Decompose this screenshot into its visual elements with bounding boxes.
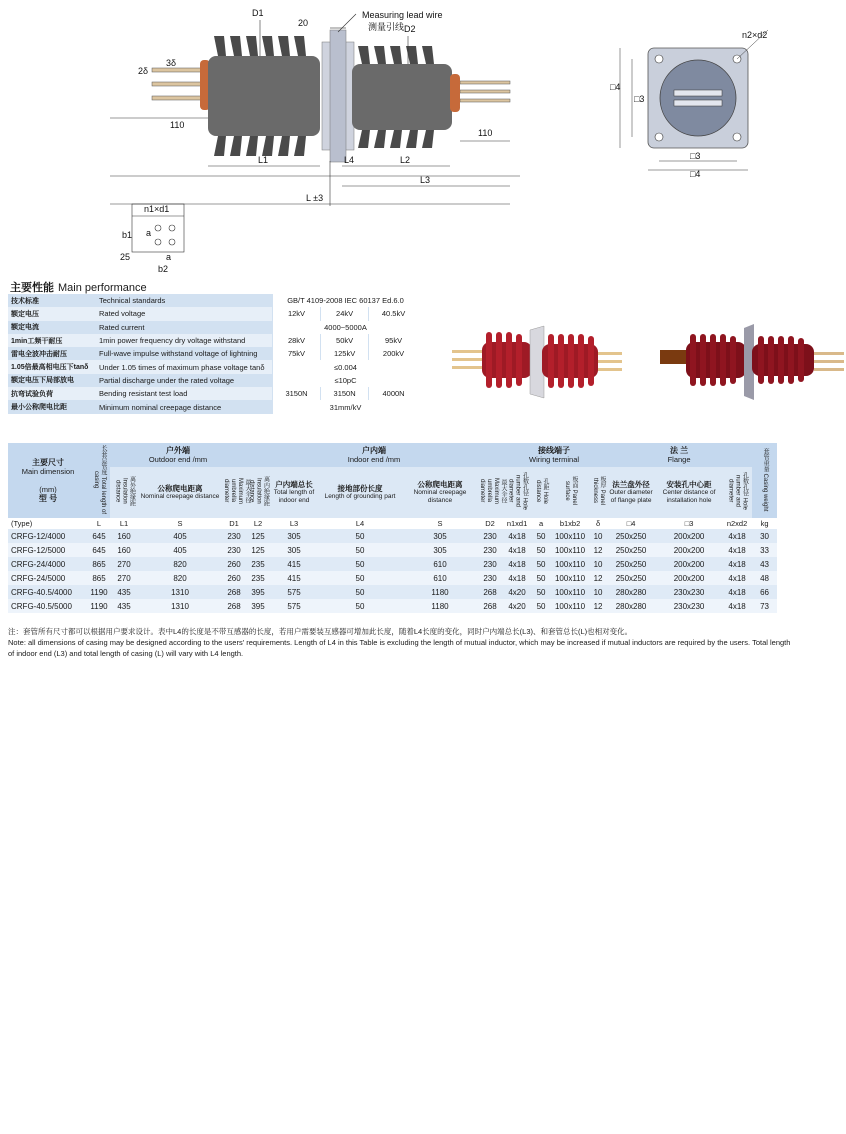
value-cell: 405 [138,529,222,543]
bushing-dimension-drawing [100,6,530,276]
bushing-photo-front [452,322,622,402]
performance-value: ≤10pC [273,374,419,387]
dim-l3: L3 [420,175,431,185]
value-cell: 4x18 [722,585,752,599]
value-cell: 305 [402,529,478,543]
value-cell: 268 [478,585,502,599]
performance-label-en: Minimum nominal creepage distance [96,400,273,413]
value-cell: 4x18 [722,557,752,571]
dim-a-2: a [166,252,172,262]
performance-label-en: Rated voltage [96,307,273,320]
performance-value: 75kV [273,347,321,360]
performance-value: 50kV [321,334,369,347]
value-cell: 4x18 [502,571,532,585]
performance-value: 200kV [369,347,418,360]
value-cell: 405 [138,543,222,557]
value-cell: 250x250 [606,557,656,571]
value-cell: 4x18 [722,571,752,585]
type-cell: CRFG-40.5/4000 [8,585,88,599]
performance-label-zh: 雷电全波冲击耐压 [8,347,96,360]
performance-value: GB/T 4109-2008 IEC 60137 Ed.6.0 [273,294,419,307]
performance-label-zh: 1min工频干耐压 [8,334,96,347]
main-performance-heading-en: Main performance [58,282,147,294]
symbol-cell: S [402,518,478,529]
value-cell: 575 [270,599,318,613]
value-cell: 645 [88,529,110,543]
value-cell: 305 [270,543,318,557]
value-cell: 250x250 [606,529,656,543]
performance-row [8,400,418,413]
value-cell: 4x20 [502,585,532,599]
table-row [8,585,777,599]
value-cell: 230 [478,529,502,543]
table-row [8,543,777,557]
flange-dim-n2-d2: n2×d2 [742,30,768,40]
dim-2-delta: 2δ [138,66,149,76]
value-cell: 270 [110,557,138,571]
performance-value: 12kV [273,307,321,320]
dim-left-110: 110 [170,120,185,130]
performance-row [8,347,418,360]
type-cell: CRFG-12/4000 [8,529,88,543]
value-cell: 100x110 [550,571,590,585]
indoor-end-header: 户内端 Indoor end /mm [246,443,502,467]
value-cell: 865 [88,571,110,585]
dim-l2: L2 [400,155,411,165]
value-cell: 575 [270,585,318,599]
dim-3-delta: 3δ [166,58,177,68]
dim-l-total: L ±3 [306,193,324,203]
flange-dim-sq3-bottom: □3 [690,151,701,161]
value-cell: 50 [532,529,550,543]
value-cell: 50 [318,557,402,571]
flange-dim-sq4-bottom: □4 [690,169,701,179]
value-cell: 4x18 [502,557,532,571]
value-cell: 50 [532,543,550,557]
type-cell: CRFG-24/4000 [8,557,88,571]
value-cell: 4x18 [502,529,532,543]
value-cell: 645 [88,543,110,557]
value-cell: 12 [590,599,606,613]
value-cell: 1310 [138,599,222,613]
performance-value: 4000N [369,387,418,400]
value-cell: 230 [478,557,502,571]
type-label: (Type) [8,518,88,529]
wiring-terminal-header: 接线端子 Wiring terminal [502,443,606,467]
value-cell: 125 [246,543,270,557]
value-cell: 270 [110,571,138,585]
performance-label-zh: 最小公称爬电比距 [8,400,96,413]
value-cell: 50 [318,599,402,613]
total-length-header: 长套总管度 Total length of casing [88,443,110,518]
value-cell: 200x200 [656,543,722,557]
main-dimension-header: 主要尺寸 Main dimension (mm) 型 号 [8,443,88,518]
value-cell: 200x200 [656,557,722,571]
outdoor-end-header: 户外端 Outdoor end /mm [110,443,246,467]
measuring-lead-wire-zh-label: 测量引线 [368,22,405,32]
performance-label-zh: 额定电压下局部放电 [8,374,96,387]
symbol-cell: D1 [222,518,246,529]
indoor-length-header: 户内端总长 Total length of indoor end [270,467,318,518]
performance-row [8,294,418,307]
performance-label-en: Full-wave impulse withstand voltage of lightning [96,347,273,360]
value-cell: 4x18 [722,599,752,613]
flange-dimension-drawing [608,18,778,178]
performance-row [8,321,418,334]
outdoor-creepage-header: 公称爬电距离 Nominal creepage distance [138,467,222,518]
flange-dim-sq4-side: □4 [610,82,621,92]
dim-20: 20 [298,18,309,28]
performance-label-zh: 额定电压 [8,307,96,320]
value-cell: 1190 [88,599,110,613]
dim-d1: D1 [252,8,264,18]
measuring-lead-wire-label: Measuring lead wire [362,10,443,20]
value-cell: 230 [478,543,502,557]
performance-value: 95kV [369,334,418,347]
value-cell: 230 [478,571,502,585]
performance-row [8,307,418,320]
value-cell: 395 [246,585,270,599]
performance-value: 24kV [321,307,369,320]
performance-label-en: Rated current [96,321,273,334]
dim-a: a [146,228,152,238]
hole-number-header: 孔数孔径 Hole number and diameter [502,467,532,518]
panel-thickness-header: 板厚 Panel thickness [590,467,606,518]
value-cell: 820 [138,571,222,585]
symbol-cell: □4 [606,518,656,529]
main-performance-heading-zh: 主要性能 [10,282,54,294]
value-cell: 12 [590,543,606,557]
value-cell: 48 [752,571,777,585]
value-cell: 250x250 [606,543,656,557]
value-cell: 435 [110,585,138,599]
value-cell: 235 [246,571,270,585]
panel-surface-header: 板面 Panel surface [550,467,590,518]
dim-right-110: 110 [478,128,493,138]
symbol-cell: S [138,518,222,529]
value-cell: 43 [752,557,777,571]
table-row [8,557,777,571]
value-cell: 280x280 [606,599,656,613]
value-cell: 12 [590,571,606,585]
value-cell: 820 [138,557,222,571]
performance-label-en: Technical standards [96,294,273,307]
value-cell: 395 [246,599,270,613]
value-cell: 268 [478,599,502,613]
value-cell: 100x110 [550,599,590,613]
flange-outer-header: 法兰盘外径 Outer diameter of flange plate [606,467,656,518]
symbol-row [8,518,777,529]
performance-value: 125kV [321,347,369,360]
symbol-cell: L [88,518,110,529]
value-cell: 1180 [402,585,478,599]
notes [8,626,798,659]
value-cell: 160 [110,543,138,557]
symbol-cell: L3 [270,518,318,529]
indoor-d2-header: 最大伞径 Maximum umbrella diameter [478,467,502,518]
performance-label-zh: 抗弯试验负荷 [8,387,96,400]
flange-hole-header: 孔数孔径 Hole number and diameter [722,467,752,518]
value-cell: 50 [318,543,402,557]
value-cell: 230x230 [656,585,722,599]
table-row [8,529,777,543]
value-cell: 10 [590,585,606,599]
value-cell: 30 [752,529,777,543]
value-cell: 100x110 [550,529,590,543]
dim-25: 25 [120,252,131,262]
value-cell: 50 [532,585,550,599]
value-cell: 230 [222,529,246,543]
value-cell: 4x18 [502,543,532,557]
indoor-insulation-header: 离内绝缘距 Insulation distance [246,467,270,518]
bushing-photo-side [656,322,846,402]
hole-distance-header: 孔距 Hole distance [532,467,550,518]
dim-d2: D2 [404,24,416,34]
performance-label-zh: 1.05倍最高相电压下tanδ [8,360,96,373]
value-cell: 4x18 [722,543,752,557]
performance-label-en: 1min power frequency dry voltage withstand [96,334,273,347]
note-zh: 注：套管所有尺寸都可以根据用户要求设计。表中L4的长度是不带互感器的长度，若用户需要装互感器可增加此长度，随着L4长度的变化，同时户内端总长(L3)、和套管总长(L)也相对变化。 [8,627,633,636]
type-cell: CRFG-24/5000 [8,571,88,585]
value-cell: 50 [532,571,550,585]
performance-value: 40.5kV [369,307,418,320]
value-cell: 865 [88,557,110,571]
symbol-cell: a [532,518,550,529]
value-cell: 610 [402,557,478,571]
symbol-cell: b1xb2 [550,518,590,529]
value-cell: 125 [246,529,270,543]
dim-l4: L4 [344,155,355,165]
flange-center-header: 安装孔中心距 Center distance of installation hole [656,467,722,518]
performance-row [8,334,418,347]
dimension-table [8,443,777,613]
symbol-cell: L2 [246,518,270,529]
dim-b1: b1 [122,230,133,240]
symbol-cell: L4 [318,518,402,529]
value-cell: 73 [752,599,777,613]
indoor-creepage-header: 公称爬电距离 Nominal creepage distance [402,467,478,518]
value-cell: 260 [222,557,246,571]
performance-value: 28kV [273,334,321,347]
value-cell: 305 [402,543,478,557]
value-cell: 268 [222,599,246,613]
symbol-cell: L1 [110,518,138,529]
value-cell: 10 [590,557,606,571]
performance-label-en: Partial discharge under the rated voltage [96,374,273,387]
performance-row [8,360,418,373]
performance-value: 3150N [273,387,321,400]
performance-value: 31mm/kV [273,400,419,413]
grounding-length-header: 接地部份长度 Length of grounding part [318,467,402,518]
value-cell: 305 [270,529,318,543]
value-cell: 100x110 [550,543,590,557]
note-en: Note: all dimensions of casing may be designed according to the users' requirements. Length of L4 in this Table is excluding the length of mutual inductor, which may be increased if mutual inductors are required by the users. Total length of indoor end (L3) and total length of casing (L) will vary with L4 length. [8,638,791,658]
symbol-cell: n2xd2 [722,518,752,529]
performance-label-zh: 额定电流 [8,321,96,334]
dim-n1-d1: n1×d1 [144,204,170,214]
value-cell: 33 [752,543,777,557]
performance-row [8,374,418,387]
outdoor-d1-header: Maximum umbrella diameter [222,467,246,518]
value-cell: 50 [532,599,550,613]
value-cell: 230x230 [656,599,722,613]
table-row [8,599,777,613]
value-cell: 50 [318,529,402,543]
value-cell: 610 [402,571,478,585]
flange-header: 法 兰 Flange [606,443,752,467]
flange-dim-sq3-side: □3 [634,94,645,104]
performance-row [8,387,418,400]
performance-value: 3150N [321,387,369,400]
value-cell: 100x110 [550,585,590,599]
value-cell: 200x200 [656,571,722,585]
performance-label-zh: 技术标准 [8,294,96,307]
performance-value: 4000~5000A [273,321,419,334]
value-cell: 415 [270,571,318,585]
value-cell: 4x20 [502,599,532,613]
value-cell: 435 [110,599,138,613]
value-cell: 50 [532,557,550,571]
value-cell: 1180 [402,599,478,613]
value-cell: 100x110 [550,557,590,571]
type-cell: CRFG-12/5000 [8,543,88,557]
value-cell: 160 [110,529,138,543]
dim-b2: b2 [158,264,169,274]
performance-label-en: Bending resistant test load [96,387,273,400]
main-performance-heading [10,279,147,295]
value-cell: 235 [246,557,270,571]
value-cell: 1190 [88,585,110,599]
main-performance-table [8,294,418,414]
value-cell: 415 [270,557,318,571]
casing-weight-header: 套管重量 Casing weight [752,443,777,518]
value-cell: 1310 [138,585,222,599]
symbol-cell: n1xd1 [502,518,532,529]
performance-value: ≤0.004 [273,360,419,373]
value-cell: 260 [222,571,246,585]
value-cell: 250x250 [606,571,656,585]
value-cell: 50 [318,585,402,599]
value-cell: 230 [222,543,246,557]
value-cell: 280x280 [606,585,656,599]
value-cell: 4x18 [722,529,752,543]
value-cell: 50 [318,571,402,585]
table-row [8,571,777,585]
symbol-cell: δ [590,518,606,529]
symbol-cell: kg [752,518,777,529]
outdoor-insulation-header: 离外绝缘距 Insulation distance [110,467,138,518]
dim-l1: L1 [258,155,269,165]
performance-label-en: Under 1.05 times of maximum phase voltage tanδ [96,360,273,373]
value-cell: 66 [752,585,777,599]
value-cell: 10 [590,529,606,543]
symbol-cell: D2 [478,518,502,529]
type-cell: CRFG-40.5/5000 [8,599,88,613]
symbol-cell: □3 [656,518,722,529]
value-cell: 268 [222,585,246,599]
value-cell: 200x200 [656,529,722,543]
